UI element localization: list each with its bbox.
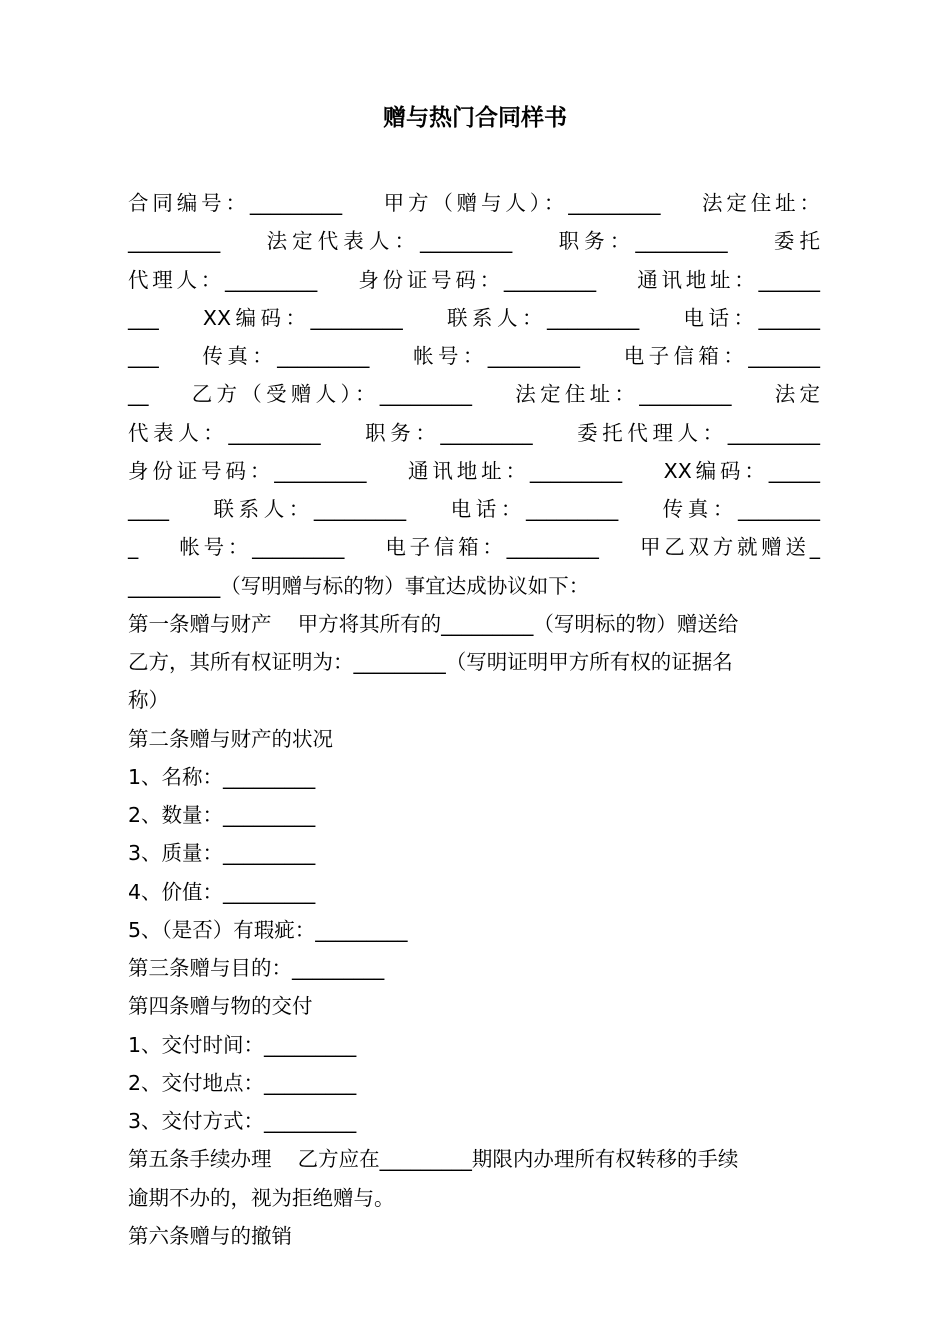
body-line: 身份证号码：_________ 通讯地址：_________ XX编码：_____	[128, 458, 820, 483]
body-line: 第六条赠与的撤销	[128, 1223, 292, 1248]
body-line: 1、交付时间：_________	[128, 1032, 357, 1057]
body-line: ___ 传真：_________ 帐号：_________ 电子信箱：_______	[128, 344, 820, 368]
body-line: 3、质量：_________	[128, 841, 316, 866]
body-line: 第四条赠与物的交付	[128, 994, 313, 1019]
document-title: 赠与热门合同样书	[383, 105, 567, 131]
body-line: 乙方，其所有权证明为：_________（写明证明甲方所有权的证据名	[128, 650, 733, 674]
body-line: ___ XX编码：_________ 联系人：_________ 电话：______	[128, 305, 820, 330]
body-line: 代理人：_________ 身份证号码：_________ 通讯地址：______	[128, 267, 820, 292]
body-line: 2、数量：_________	[128, 803, 316, 827]
body-line: 第三条赠与目的：_________	[128, 956, 385, 980]
body-line: 合同编号：_________ 甲方（赠与人）：_________ 法定住址：	[128, 191, 820, 215]
body-line: 5、（是否）有瑕疵：_________	[128, 917, 408, 942]
body-line: _________ 法定代表人：_________ 职务：_________ 委托	[128, 229, 820, 254]
body-line: 第二条赠与财产的状况	[128, 726, 333, 751]
body-line: 第五条手续办理 乙方应在_________期限内办理所有权转移的手续	[128, 1147, 739, 1172]
body-line: ____ 联系人：_________ 电话：_________ 传真：________	[128, 497, 820, 521]
body-line: 4、价值：_________	[128, 879, 316, 904]
body-line: 代表人：_________ 职务：_________ 委托代理人：_________	[128, 420, 820, 445]
body-line: 第一条赠与财产 甲方将其所有的_________（写明标的物）赠送给	[128, 611, 739, 636]
body-line: 称）	[128, 688, 169, 713]
body-line: 逾期不办的，视为拒绝赠与。	[128, 1185, 395, 1210]
body-line: 2、交付地点：_________	[128, 1070, 357, 1095]
body-line: 1、名称：_________	[128, 764, 316, 789]
body-line: 3、交付方式：_________	[128, 1109, 357, 1133]
body-line: _________（写明赠与标的物）事宜达成协议如下：	[128, 573, 590, 598]
body-line: __ 乙方（受赠人）：_________ 法定住址：_________ 法定	[128, 382, 820, 407]
body-line: _ 帐号：_________ 电子信箱：_________ 甲乙双方就赠送_	[128, 535, 820, 560]
